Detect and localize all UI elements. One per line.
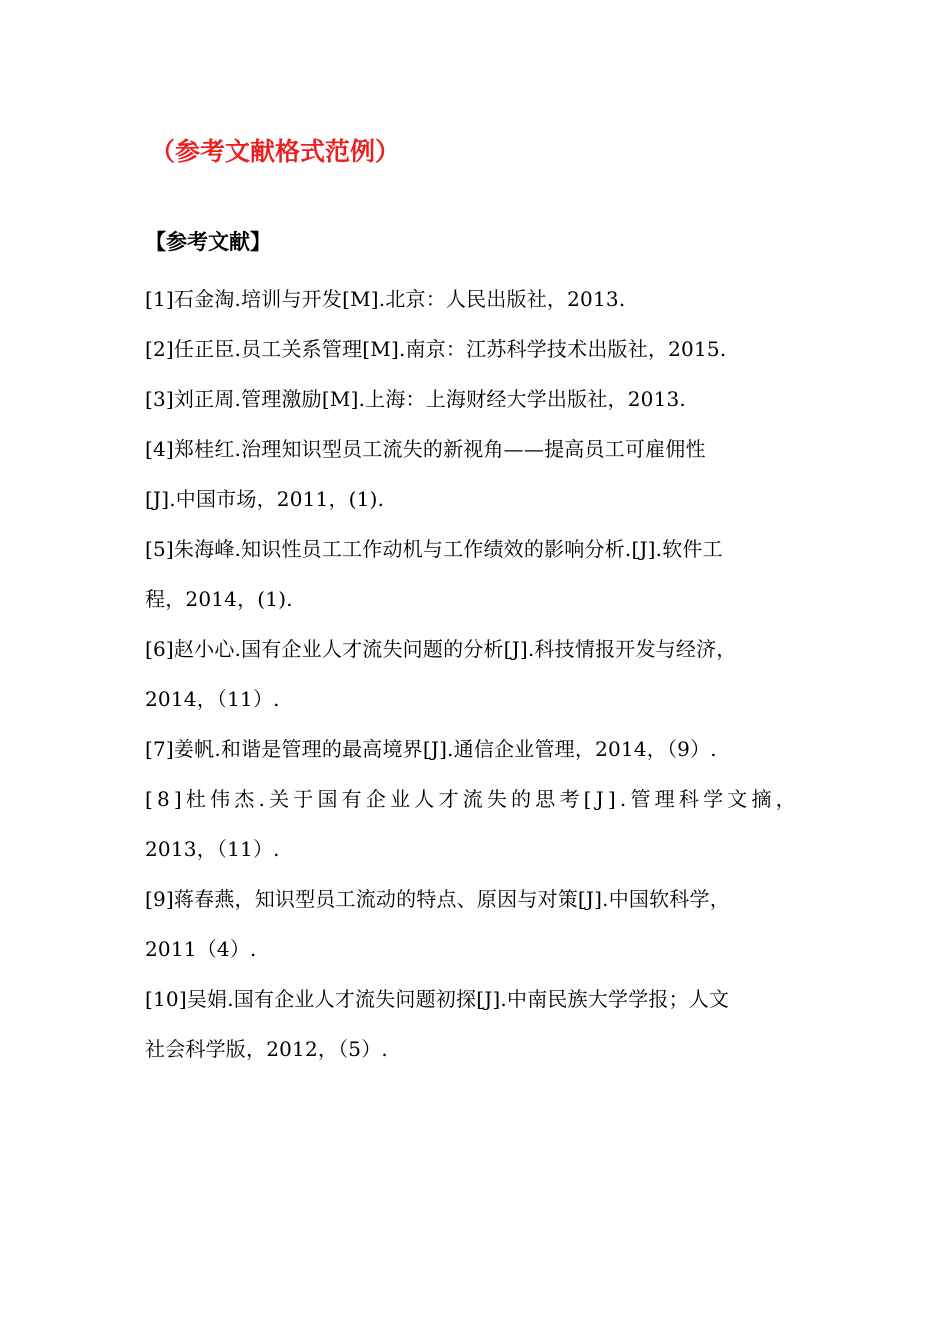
reference-4-line-2: [J].中国市场，2011，(1).: [145, 487, 385, 511]
reference-1-line-1: [1]石金淘.培训与开发[M].北京：人民出版社，2013.: [145, 287, 626, 311]
reference-4-line-1: [4]郑桂红.治理知识型员工流失的新视角——提高员工可雇佣性: [145, 437, 706, 461]
reference-6-line-1: [6]赵小心.国有企业人才流失问题的分析[J].科技情报开发与经济，: [145, 637, 737, 661]
reference-2-line-1: [2]任正臣.员工关系管理[M].南京：江苏科学技术出版社，2015.: [145, 337, 727, 361]
reference-8-line-1: [8]杜伟杰.关于国有企业人才流失的思考[J].管理科学文摘，: [145, 787, 800, 811]
reference-5-line-2: 程，2014，(1).: [145, 587, 293, 611]
page-heading: （参考文献格式范例）: [150, 137, 401, 166]
reference-3-line-1: [3]刘正周.管理激励[M].上海：上海财经大学出版社，2013.: [145, 387, 686, 411]
reference-10-line-1: [10]吴娟.国有企业人才流失问题初探[J].中南民族大学学报；人文: [145, 987, 730, 1011]
reference-9-line-2: 2011（4）.: [145, 937, 257, 961]
reference-10-line-2: 社会科学版，2012，（5）.: [145, 1037, 388, 1061]
reference-8-line-2: 2013，（11）.: [145, 837, 280, 861]
reference-6-line-2: 2014，（11）.: [145, 687, 280, 711]
reference-list: [145, 274, 825, 1074]
reference-5-line-1: [5]朱海峰.知识性员工工作动机与工作绩效的影响分析.[J].软件工: [145, 537, 723, 561]
reference-7-line-1: [7]姜帆.和谐是管理的最高境界[J].通信企业管理，2014，（9）.: [145, 737, 717, 761]
section-title: 【参考文献】: [145, 230, 271, 254]
reference-9-line-1: [9]蒋春燕，知识型员工流动的特点、原因与对策[J].中国软科学，: [145, 887, 730, 911]
